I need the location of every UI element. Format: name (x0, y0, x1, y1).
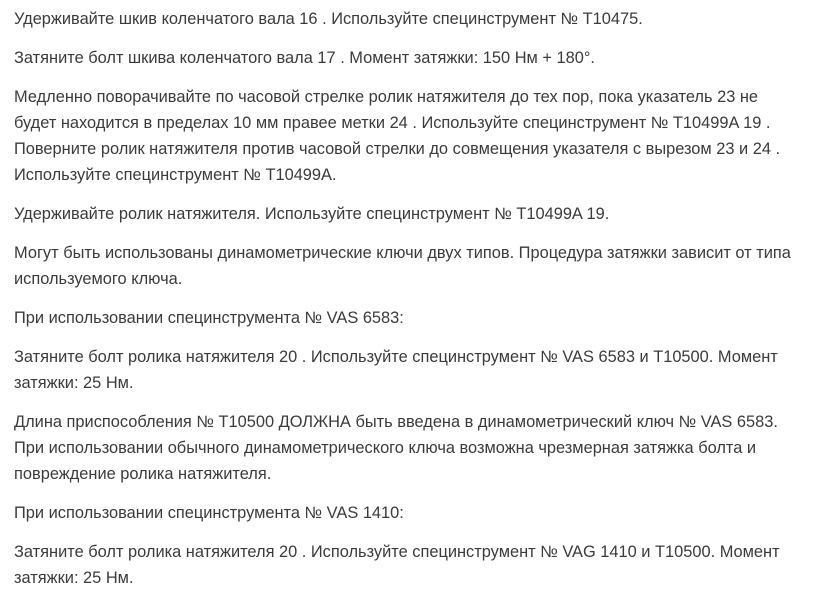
text-line: Затяните болт шкива коленчатого вала 17 . Момент затяжки: 150 Нм + 180°. (14, 49, 595, 67)
text-line: используемого ключа. (14, 270, 183, 288)
step-rotate-tensioner (14, 84, 822, 188)
text-line: затяжки: 25 Нм. (14, 569, 134, 587)
step-tighten-tensioner-vas-6583 (14, 344, 822, 396)
text-line: При использовании специнструмента № VAS 6583: (14, 309, 404, 327)
text-line: затяжки: 25 Нм. (14, 374, 134, 392)
text-line: Используйте специнструмент № T10499A. (14, 166, 337, 184)
text-line: При использовании специнструмента № VAS 1410: (14, 504, 404, 522)
text-line: Могут быть использованы динамометрические ключи двух типов. Процедура затяжки зависит от типа (14, 244, 791, 262)
text-line: Удерживайте ролик натяжителя. Используйте специнструмент № T10499A 19. (14, 205, 610, 223)
text-line: Длина приспособления № T10500 ДОЛЖНА быть введена в динамометрический ключ № VAS 6583. (14, 413, 778, 431)
text-line: Затяните болт ролика натяжителя 20 . Используйте специнструмент № VAG 1410 и T10500. Момент (14, 543, 780, 561)
text-line: Удерживайте шкив коленчатого вала 16 . Используйте специнструмент № T10475. (14, 10, 643, 28)
subheading-vas-1410 (14, 500, 822, 526)
document-body (14, 6, 822, 604)
text-line: будет находится в пределах 10 мм правее метки 24 . Используйте специнструмент № T10499A 19 . (14, 114, 771, 132)
text-line: Затяните болт ролика натяжителя 20 . Используйте специнструмент № VAS 6583 и T10500. Момент (14, 348, 778, 366)
step-hold-crankshaft-pulley (14, 6, 822, 32)
text-line: Медленно поворачивайте по часовой стрелке ролик натяжителя до тех пор, пока указатель 23 не (14, 88, 759, 106)
text-line: При использовании обычного динамометрического ключа возможна чрезмерная затяжка болта и (14, 439, 757, 457)
note-wrench-types (14, 240, 822, 292)
step-tighten-tensioner-vag-1410 (14, 539, 822, 591)
warning-t10500-length (14, 409, 822, 487)
subheading-vas-6583 (14, 305, 822, 331)
step-hold-tensioner (14, 201, 822, 227)
step-tighten-pulley-bolt (14, 45, 822, 71)
text-line: повреждение ролика натяжителя. (14, 465, 272, 483)
text-line: Поверните ролик натяжителя против часовой стрелки до совмещения указателя с вырезом 23 и 24 . (14, 140, 781, 158)
